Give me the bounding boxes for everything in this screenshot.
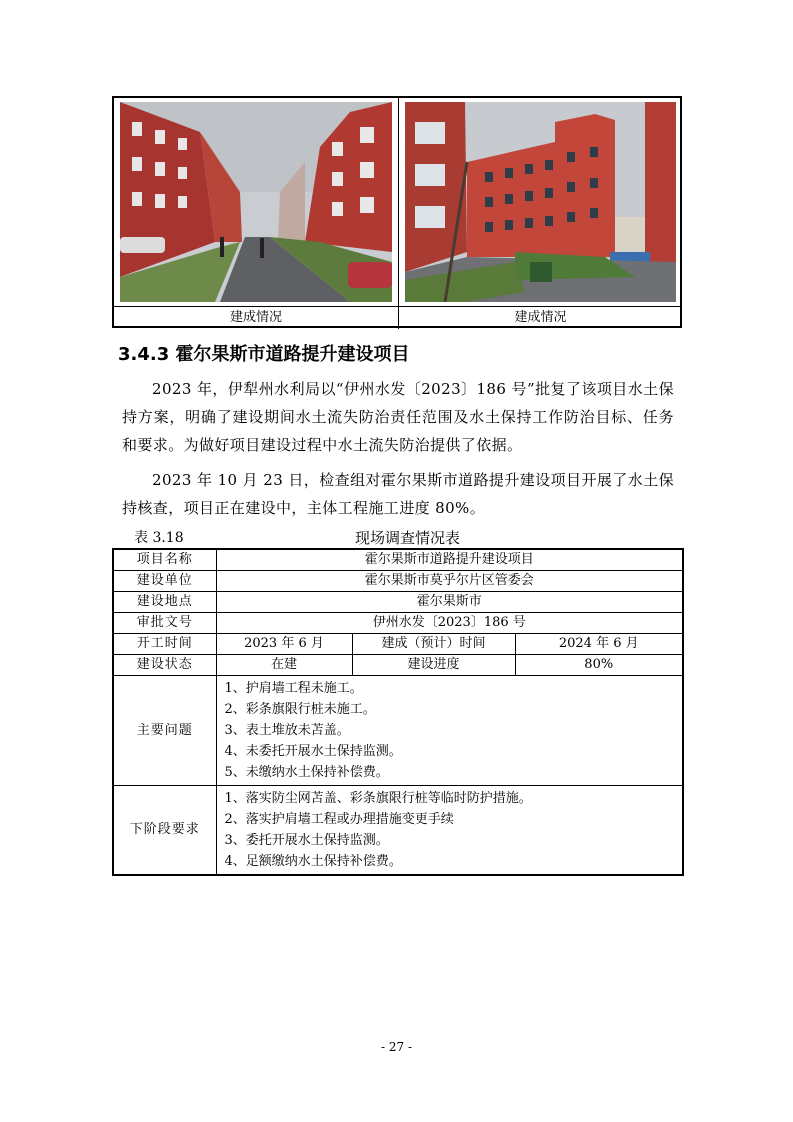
completion-time-value: 2024 年 6 月	[515, 634, 683, 655]
table-row	[113, 549, 683, 571]
section-heading: 3.4.3 霍尔果斯市道路提升建设项目	[118, 344, 410, 365]
status-value: 在建	[216, 655, 352, 676]
photo-cell-left	[114, 98, 399, 306]
list-item: 1、护肩墙工程未施工。	[224, 681, 363, 696]
problems-list	[216, 676, 683, 786]
list-item: 3、委托开展水土保持监测。	[224, 833, 389, 848]
list-item: 5、未缴纳水土保持补偿费。	[224, 765, 389, 780]
completion-time-label: 建成（预计）时间	[352, 634, 515, 655]
table-row	[113, 786, 683, 876]
table-row	[113, 592, 683, 613]
photo-table	[112, 96, 682, 328]
project-name-label: 项目名称	[113, 549, 216, 571]
status-label: 建设状态	[113, 655, 216, 676]
problems-label: 主要问题	[113, 676, 216, 786]
project-name-value: 霍尔果斯市道路提升建设项目	[216, 549, 683, 571]
requirements-list	[216, 786, 683, 876]
page-number: - 27 -	[380, 1040, 412, 1054]
progress-value: 80%	[515, 655, 683, 676]
requirements-label: 下阶段要求	[113, 786, 216, 876]
location-value: 霍尔果斯市	[216, 592, 683, 613]
photo-caption-left: 建成情况	[114, 307, 399, 329]
red-building-photo	[405, 102, 676, 302]
list-item: 3、表土堆放未苫盖。	[224, 723, 350, 738]
paragraph-2: 2023 年 10 月 23 日，检查组对霍尔果斯市道路提升建设项目开展了水土保持核查，项目正在建设中，主体工程施工进度 80%。	[122, 471, 674, 517]
progress-label: 建设进度	[352, 655, 515, 676]
list-item: 4、足额缴纳水土保持补偿费。	[224, 854, 402, 869]
photo-caption-row	[114, 306, 680, 329]
approval-value: 伊州水发〔2023〕186 号	[216, 613, 683, 634]
photo-caption-right: 建成情况	[514, 310, 567, 325]
start-time-label: 开工时间	[113, 634, 216, 655]
table-row	[113, 634, 683, 655]
list-item: 4、未委托开展水土保持监测。	[224, 744, 402, 759]
paragraph-1: 2023 年，伊犁州水利局以“伊州水发〔2023〕186 号”批复了该项目水土保持方案，明确了建设期间水土流失防治责任范围及水土保持工作防治目标、任务和要求。为做好项目建设过程中水土流失防治提供了依据。	[122, 380, 674, 454]
list-item: 2、彩条旗限行桩未施工。	[224, 702, 376, 717]
builder-label: 建设单位	[113, 571, 216, 592]
table-number: 表 3.18	[134, 530, 184, 546]
builder-value: 霍尔果斯市莫乎尔片区管委会	[216, 571, 683, 592]
residential-street-photo	[120, 102, 392, 302]
start-time-value: 2023 年 6 月	[216, 634, 352, 655]
survey-table	[112, 548, 684, 876]
list-item: 2、落实护肩墙工程或办理措施变更手续	[224, 812, 454, 827]
table-row	[113, 655, 683, 676]
table-row	[113, 613, 683, 634]
location-label: 建设地点	[113, 592, 216, 613]
list-item: 1、落实防尘网苫盖、彩条旗限行桩等临时防护措施。	[224, 791, 532, 806]
table-title: 现场调查情况表	[355, 529, 461, 547]
photo-cell-right	[399, 98, 682, 306]
table-row	[113, 571, 683, 592]
approval-label: 审批文号	[113, 613, 216, 634]
table-row	[113, 676, 683, 786]
